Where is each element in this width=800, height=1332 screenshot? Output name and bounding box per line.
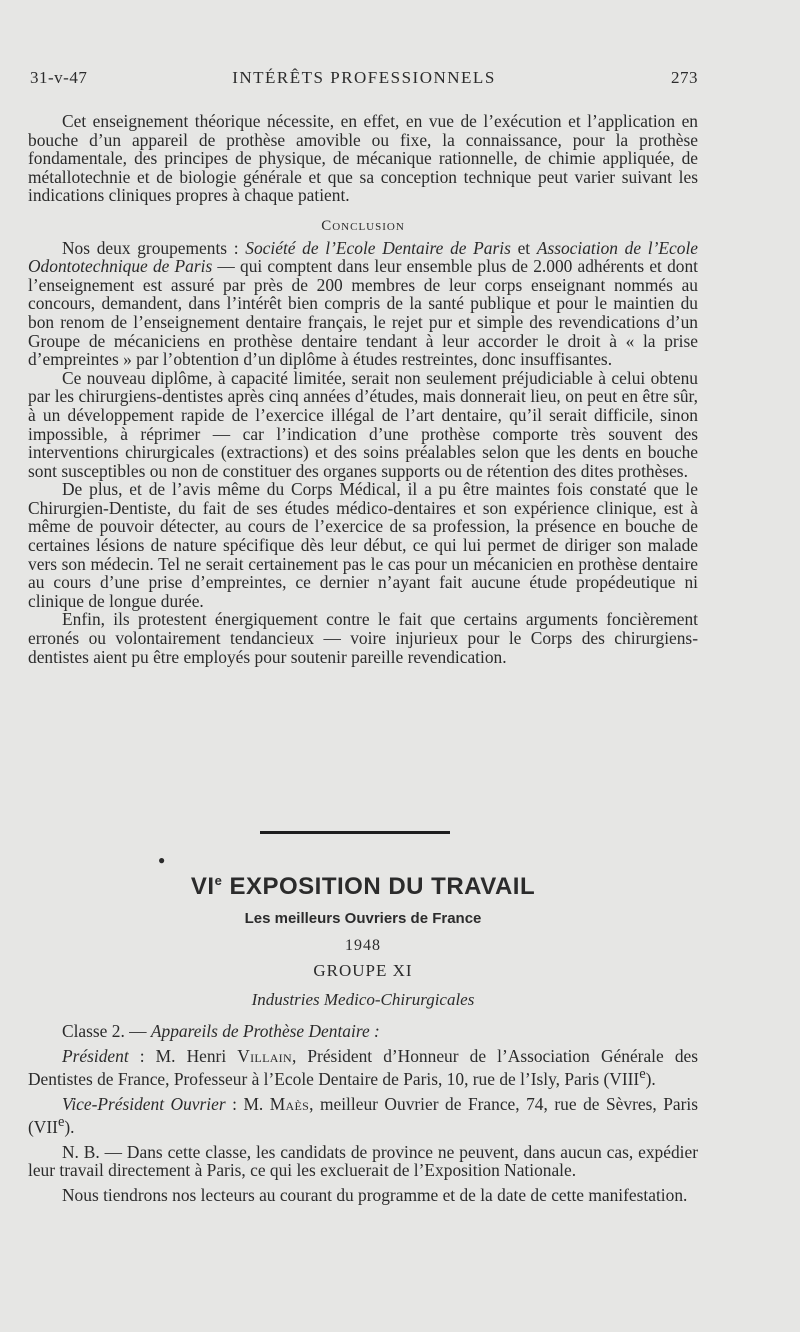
vice-president-label: Vice-Président Ouvrier	[62, 1093, 226, 1114]
section-divider	[260, 831, 450, 834]
text-run: — qui comptent dans leur ensemble plus de 2.000 adhérents et dont l’enseignement est assuré par près de 200 membres de leur corps enseignant nommés au concours, demandent, dans l’intérêt bien compris de la santé publique et pour le maintien du bon renom de l’enseignement dentaire français, le rejet pur et simple des revendications d’un Groupe de mécaniciens en prothèse dentaire tendant à leur accorder le droit à « la prise d’empreintes » par l’obtention d’un diplôme à études restreintes, donc insuffisantes.	[28, 256, 698, 370]
page-number: 273	[671, 68, 698, 87]
conclusion-paragraph-3: De plus, et de l’avis même du Corps Médical, il a pu être maintes fois constaté que le Chirurgien-Dentiste, du fait de ses études médico-dentaires et son expérience clinique, est à même de pouvoir détecter, au cours de l’exercice de sa profession, la présence en bouche de certaines lésions de nature spécifique dès leur début, ce qui lui permet de diriger son malade vers son médecin. Tel ne serait certainement pas le cas pour un mécanicien en prothèse dentaire au cours d’une prise d’empreintes, ce dernier n’ayant fait aucune étude propédeutique ni clinique de longue durée.	[28, 479, 698, 611]
header-date: 31-v-47	[30, 68, 88, 87]
title-part: EXPOSITION DU TRAVAIL	[222, 873, 536, 900]
text-run: , meilleur Ouvrier de France, 74, rue de Sèvres, Paris (VII	[28, 1093, 698, 1137]
classe-line	[28, 1022, 698, 1041]
text-sup: e	[57, 1114, 65, 1131]
closing-paragraph: Nous tiendrons nos lecteurs au courant du programme et de la date de cette manifestation.	[62, 1184, 688, 1205]
text-run: et	[510, 237, 537, 258]
text-run: : M.	[225, 1093, 270, 1114]
text-run: Classe 2. —	[62, 1020, 151, 1041]
vice-president-paragraph	[28, 1095, 698, 1137]
conclusion-paragraph-4: Enfin, ils protestent énergiquement contre le fait que certains arguments foncièrement erronés ou volontairement tendancieux — voire injurieux pour le Corps des chirurgiens-dentistes aient pu être employés pour soutenir pareille revendication.	[28, 609, 698, 667]
header-title: INTÉRÊTS PROFESSIONNELS	[232, 68, 496, 87]
conclusion-heading: Conclusion	[321, 217, 405, 234]
text-run: Nos deux groupements :	[62, 237, 246, 258]
exposition-year: 1948	[345, 937, 381, 955]
conclusion-paragraph-2: Ce nouveau diplôme, à capacité limitée, serait non seulement préjudiciable à celui obtenu par les chirurgiens-dentistes après cinq années d’études, mais donnerait lieu, on peut en être sûr, à un développement rapide de l’exercice illégal de l’art dentaire, qu’il serait difficile, sinon impossible, à réprimer — car l’indication d’une prothèse comporte très souvent des interventions chirurgicales (extractions) et des soins préalables selon que les dents en bouche sont susceptibles ou non de constituer des organes supports ou de rétention des dites prothèses.	[28, 367, 698, 481]
exposition-subtitle: Les meilleurs Ouvriers de France	[244, 909, 482, 927]
classe-name: Appareils de Prothèse Dentaire :	[150, 1020, 380, 1041]
association-name: Association de l’Ecole Odontotechnique de Paris	[28, 237, 698, 277]
article-body	[28, 112, 698, 666]
intro-paragraph: Cet enseignement théorique nécessite, en effet, en vue de l’exécution et l’application en bouche d’un appareil de prothèse amovible ou fixe, la connaissance, pour la prothèse fondamentale, des principes de physique, de mécanique rationnelle, de chimie appliquée, de métallotechnie et de biologie générale et que sa conception technique peut varier suivant les indications cliniques propres à chaque patient.	[28, 111, 698, 206]
president-paragraph	[28, 1047, 698, 1089]
text-sup: e	[639, 1066, 646, 1083]
exposition-group: GROUPE XI	[313, 960, 413, 980]
text-run: ).	[645, 1068, 656, 1089]
text-run: : M. Henri	[128, 1045, 238, 1066]
nb-paragraph: N. B. — Dans cette classe, les candidats de province ne peuvent, dans aucun cas, expédier leur travail directement à Paris, ce qui les excluerait de l’Exposition Nationale.	[28, 1141, 698, 1181]
vice-president-name: Maès	[269, 1093, 310, 1114]
ornament-dot: ●	[158, 853, 166, 867]
exposition-title	[28, 872, 698, 900]
exposition-announcement	[28, 868, 698, 1204]
title-sup: e	[214, 873, 223, 888]
text-run: ).	[64, 1116, 75, 1137]
running-header	[30, 68, 698, 92]
society-name: Société de l’Ecole Dentaire de Paris	[245, 237, 511, 258]
exposition-industry: Industries Medico-Chirurgicales	[251, 990, 475, 1010]
text-run: , Président d’Honneur de l’Association Générale des Dentistes de France, Professeur à l’Ecole Dentaire de Paris, 10, rue de l’Isly, Paris (VIII	[28, 1045, 698, 1089]
title-part: VI	[190, 873, 215, 900]
president-label: Président	[62, 1045, 129, 1066]
president-name: Villain	[237, 1045, 292, 1066]
conclusion-paragraph-1	[28, 239, 698, 369]
